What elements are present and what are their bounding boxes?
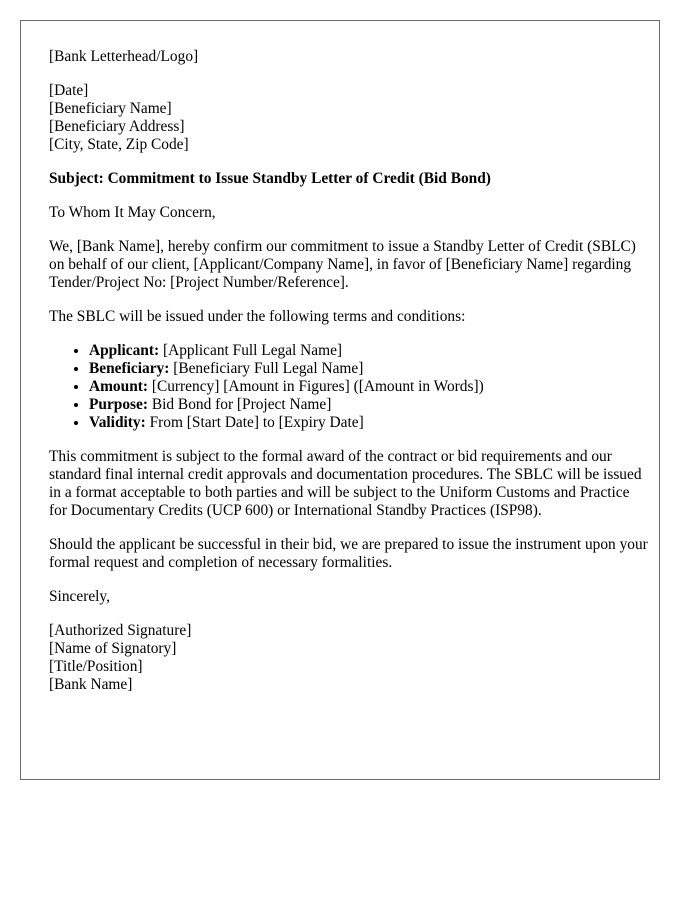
- beneficiary-name: [Beneficiary Name]: [49, 100, 172, 117]
- subject-line: Subject: Commitment to Issue Standby Letter of Credit (Bid Bond): [49, 170, 491, 187]
- salutation: To Whom It May Concern,: [49, 204, 216, 221]
- term-label: Purpose:: [89, 396, 148, 413]
- term-value: [Beneficiary Full Legal Name]: [169, 360, 364, 377]
- term-value: From [Start Date] to [Expiry Date]: [145, 414, 364, 431]
- term-item-beneficiary: [89, 360, 649, 378]
- term-label: Amount:: [89, 378, 148, 395]
- signatory-name: [Name of Signatory]: [49, 640, 177, 657]
- paragraph-closing: Should the applicant be successful in their bid, we are prepared to issue the instrument upon your formal request and completion of necessary formalities.: [49, 536, 648, 571]
- term-label: Validity:: [89, 414, 146, 431]
- term-item-applicant: [89, 342, 649, 360]
- term-item-validity: [89, 414, 649, 432]
- term-label: Applicant:: [89, 342, 160, 359]
- signatory-bank: [Bank Name]: [49, 676, 133, 693]
- authorized-signature: [Authorized Signature]: [49, 622, 192, 639]
- terms-list: [49, 342, 649, 432]
- letter-date: [Date]: [49, 82, 89, 99]
- term-value: Bid Bond for [Project Name]: [148, 396, 332, 413]
- signoff: Sincerely,: [49, 588, 110, 605]
- term-item-amount: [89, 378, 649, 396]
- paragraph-intro: We, [Bank Name], hereby confirm our commitment to issue a Standby Letter of Credit (SBLC) on behalf of our client, [Applicant/Company Name], in favor of [Beneficiary Name] regarding Tender/Project No: [Project Number/Reference].: [49, 238, 636, 291]
- term-item-purpose: [89, 396, 649, 414]
- signatory-title: [Title/Position]: [49, 658, 143, 675]
- letter-body: [49, 48, 649, 710]
- terms-intro: The SBLC will be issued under the following terms and conditions:: [49, 308, 466, 325]
- letterhead: [Bank Letterhead/Logo]: [49, 48, 199, 65]
- term-label: Beneficiary:: [89, 360, 170, 377]
- paragraph-conditions: This commitment is subject to the formal award of the contract or bid requirements and our standard final internal credit approvals and documentation procedures. The SBLC will be issued in a format acceptable to both parties and will be subject to the Uniform Customs and Practice for Documentary Credits (UCP 600) or International Standby Practices (ISP98).: [49, 448, 642, 519]
- recipient-block: [49, 82, 649, 154]
- signature-block: [49, 622, 649, 694]
- beneficiary-address: [Beneficiary Address]: [49, 118, 185, 135]
- city-state-zip: [City, State, Zip Code]: [49, 136, 189, 153]
- term-value: [Applicant Full Legal Name]: [159, 342, 343, 359]
- term-value: [Currency] [Amount in Figures] ([Amount in Words]): [148, 378, 484, 395]
